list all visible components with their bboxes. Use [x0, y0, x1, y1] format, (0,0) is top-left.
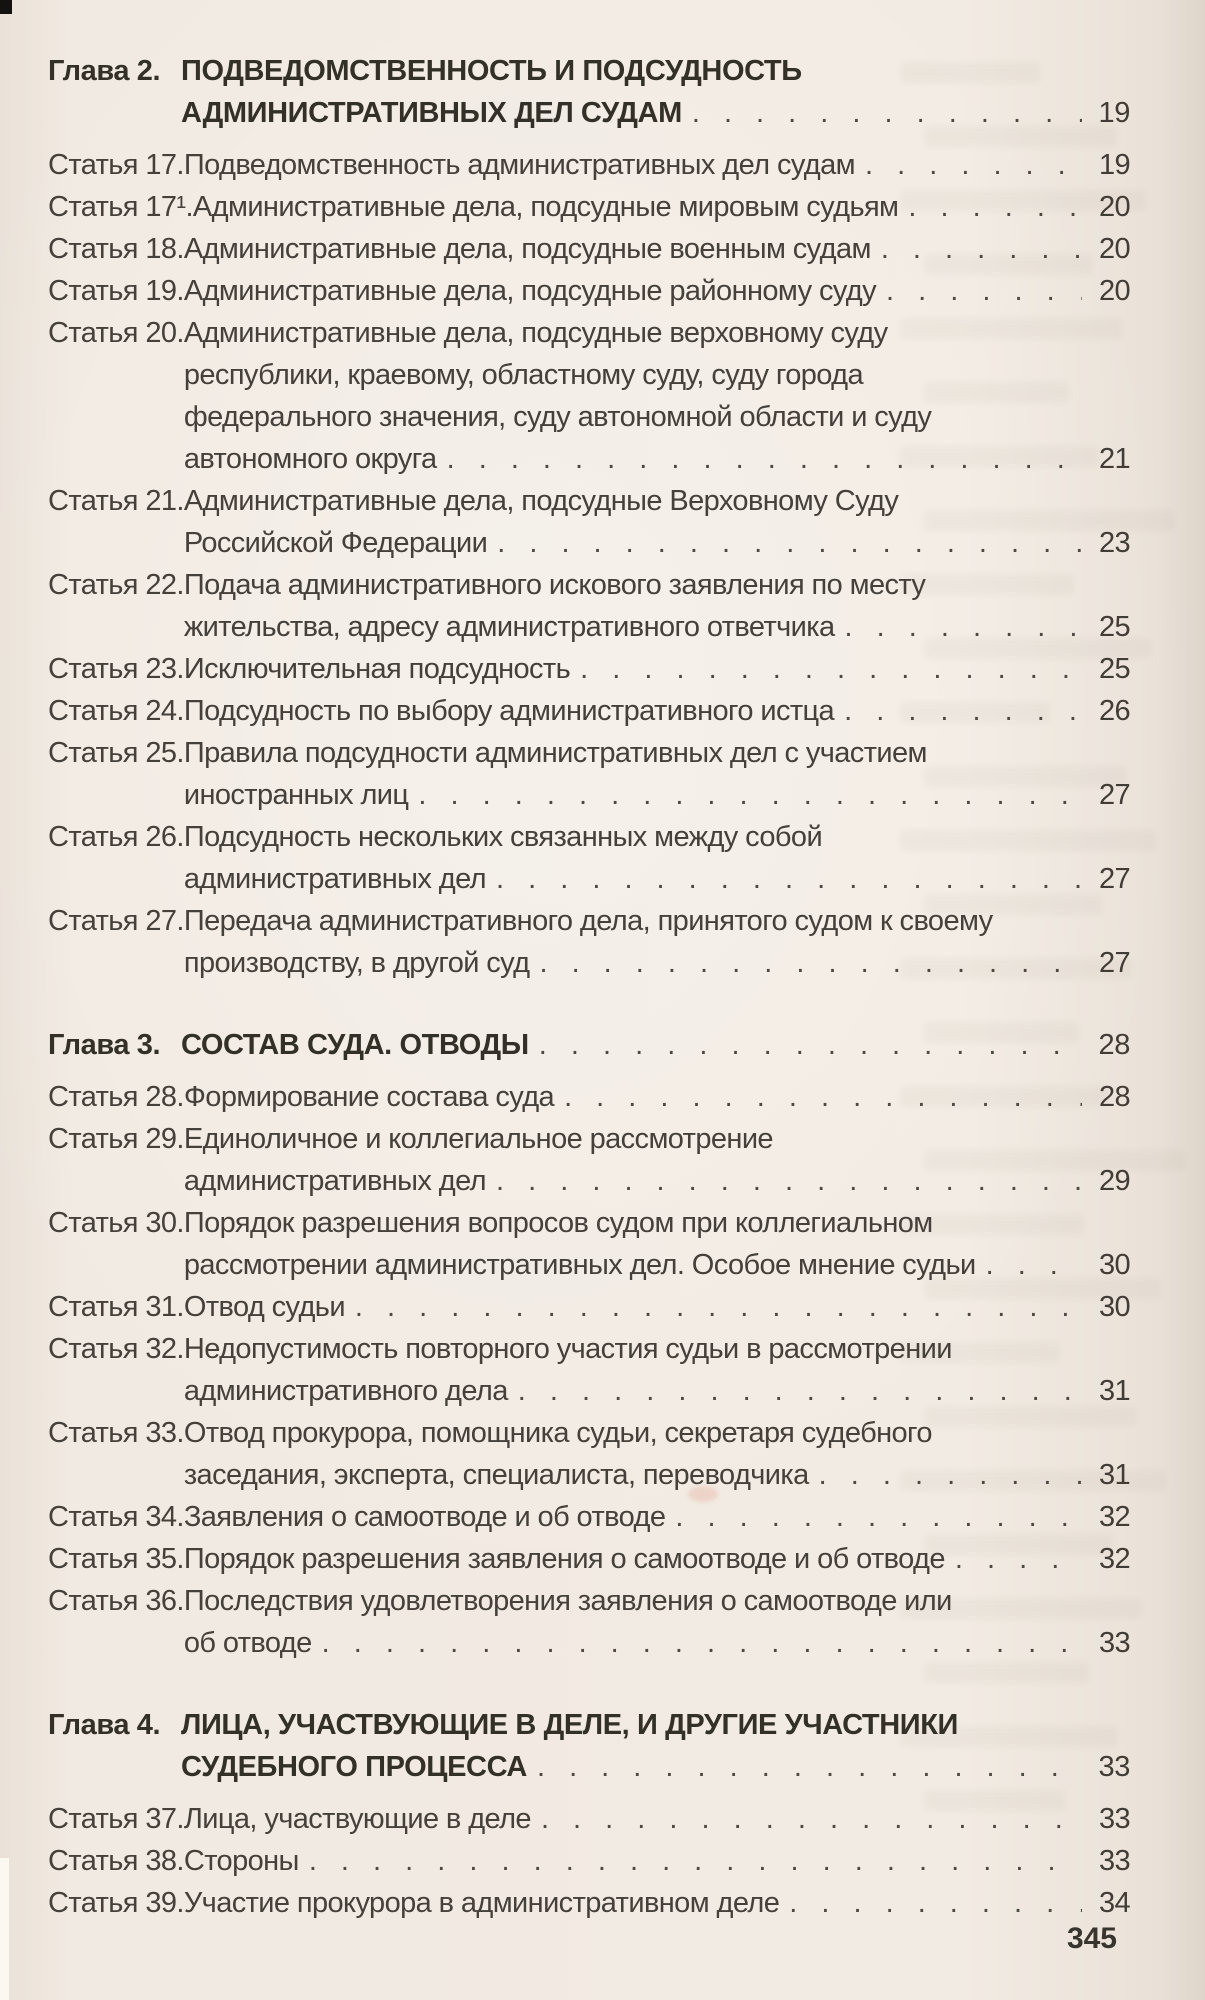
dot-leader: [539, 1024, 1082, 1066]
toc-entry-label: Статья 24.: [48, 695, 184, 727]
toc-entry-label: Глава 3.: [48, 1029, 161, 1061]
toc-entry-title-line: ПОДВЕДОМСТВЕННОСТЬ И ПОДСУДНОСТЬ: [181, 55, 802, 87]
toc-entry-title-line: Передача административного дела, принятого судом к своему: [183, 905, 993, 937]
toc-entry-title-line: [184, 1370, 1130, 1412]
toc-entry-label: Статья 25.: [48, 737, 184, 769]
toc-entry-article: [48, 1882, 1130, 1924]
toc-entry-title-text: рассмотрении административных дел. Особое мнение судьи: [183, 1249, 976, 1281]
toc-entry-title-text: заседания, эксперта, специалиста, переводчика: [183, 1459, 809, 1491]
dot-leader: [789, 1882, 1082, 1924]
toc-entry-article: [48, 1538, 1130, 1580]
toc-entry-body: [184, 1798, 1130, 1840]
toc-entry-page: 20: [1098, 191, 1130, 223]
toc-entry-body: [184, 1118, 1130, 1202]
scan-edge-artifact: [0, 1858, 9, 2000]
toc-entry-body: [184, 564, 1130, 648]
toc-entry-label: Статья 35.: [48, 1543, 184, 1575]
toc-entry-article: [48, 186, 1130, 228]
dot-leader: [908, 186, 1082, 228]
toc-entry-page: 21: [1098, 443, 1130, 475]
toc-entry-title-text: Российской Федерации: [183, 527, 488, 559]
toc-entry-label: Статья 23.: [48, 653, 184, 685]
toc-entry-page: 26: [1098, 695, 1130, 727]
toc-entry-title-line: [184, 1076, 1130, 1118]
toc-entry-article: [48, 270, 1130, 312]
toc-entry-title-text: АДМИНИСТРАТИВНЫХ ДЕЛ СУДАМ: [181, 97, 682, 129]
toc-entry-title-line: [184, 270, 1130, 312]
dot-leader: [845, 606, 1082, 648]
toc-entry-body: [181, 1704, 1130, 1788]
toc-entry-title-text: Лица, участвующие в деле: [183, 1803, 531, 1835]
toc-entry-page: 33: [1098, 1627, 1130, 1659]
toc-entry-label: Статья 19.: [48, 275, 184, 307]
toc-entry-page: 29: [1098, 1165, 1130, 1197]
toc-entry-body: [184, 1202, 1130, 1286]
toc-entry-page: 33: [1098, 1803, 1130, 1835]
dot-leader: [322, 1622, 1082, 1664]
toc-entry-label: Статья 39.: [48, 1887, 184, 1919]
toc-entry-article: [48, 1580, 1130, 1664]
toc-entry-title-line: [184, 1454, 1130, 1496]
toc-entry-body: [184, 690, 1130, 732]
toc-entry-body: [181, 50, 1130, 134]
dot-leader: [537, 1746, 1082, 1788]
toc-entry-article: [48, 228, 1130, 270]
dot-leader: [692, 92, 1082, 134]
toc-entry-label: Статья 18.: [48, 233, 184, 265]
toc-entry-title-text: Административные дела, подсудные военным судам: [183, 233, 871, 265]
toc-entry-label: Статья 33.: [48, 1417, 184, 1449]
toc-entry-title-line: Единоличное и коллегиальное рассмотрение: [183, 1123, 773, 1155]
toc-entry-title-line: Подача административного искового заявления по месту: [183, 569, 926, 601]
toc-entry-body: [184, 270, 1130, 312]
dot-leader: [865, 144, 1082, 186]
toc-entry-body: [184, 480, 1130, 564]
toc-entry-body: [184, 648, 1130, 690]
toc-entry-title-text: СОСТАВ СУДА. ОТВОДЫ: [181, 1029, 529, 1061]
toc-entry-title-line: [184, 1244, 1130, 1286]
toc-entry-title-text: производству, в другой суд: [183, 947, 530, 979]
toc-entry-page: 19: [1098, 149, 1130, 181]
dot-leader: [881, 228, 1082, 270]
dot-leader: [496, 858, 1082, 900]
toc-entry-title-line: [193, 186, 1130, 228]
toc-entry-label: Статья 22.: [48, 569, 184, 601]
toc-entry-body: [184, 1580, 1130, 1664]
toc-entry-label: Статья 32.: [48, 1333, 184, 1365]
toc-entry-title-line: [184, 144, 1130, 186]
toc-entry-title-text: жительства, адресу административного ответчика: [183, 611, 835, 643]
toc-entry-label: Статья 38.: [48, 1845, 184, 1877]
toc-entry-article: [48, 1496, 1130, 1538]
dot-leader: [497, 522, 1082, 564]
dot-leader: [496, 1160, 1082, 1202]
dot-leader: [844, 690, 1082, 732]
toc-entry-article: [48, 1118, 1130, 1202]
toc-entry-title-line: [184, 774, 1130, 816]
toc-entry-article: [48, 690, 1130, 732]
toc-entry-body: [184, 1840, 1130, 1882]
toc-entry-title-line: [184, 1160, 1130, 1202]
dot-leader: [955, 1538, 1082, 1580]
dot-leader: [886, 270, 1082, 312]
toc-entry-label: Статья 17¹.: [48, 191, 193, 223]
toc-entry-title-line: [184, 228, 1130, 270]
toc-entry-title-line: [184, 648, 1130, 690]
toc-entry-label: Статья 17.: [48, 149, 184, 181]
toc-entry-chapter: [48, 1704, 1130, 1788]
toc-entry-page: 25: [1098, 653, 1130, 685]
toc-entry-title-line: Административные дела, подсудные Верховному Суду: [183, 485, 899, 517]
toc-entry-body: [193, 186, 1130, 228]
toc-entry-page: 34: [1098, 1887, 1130, 1919]
toc-entry-article: [48, 1286, 1130, 1328]
toc-entry-title-line: [184, 942, 1130, 984]
toc-entry-body: [184, 1412, 1130, 1496]
toc-entry-page: 20: [1098, 233, 1130, 265]
dot-leader: [447, 438, 1082, 480]
toc-entry-body: [184, 1076, 1130, 1118]
toc-entry-title-line: [184, 1622, 1130, 1664]
toc-entry-title-line: [184, 690, 1130, 732]
toc-entry-title-text: Отвод судьи: [183, 1291, 345, 1323]
toc-entry-body: [184, 1496, 1130, 1538]
toc-entry-title-text: автономного округа: [183, 443, 437, 475]
toc-entry-title-line: [184, 606, 1130, 648]
toc-entry-body: [184, 816, 1130, 900]
toc-entry-title-text: об отводе: [183, 1627, 312, 1659]
toc-entry-article: [48, 1412, 1130, 1496]
toc-entry-body: [184, 1882, 1130, 1924]
dot-leader: [539, 942, 1082, 984]
toc-entry-body: [184, 312, 1130, 480]
toc-entry-label: Статья 20.: [48, 317, 184, 349]
toc-entry-title-text: Административные дела, подсудные мировым судьям: [192, 191, 899, 223]
toc-entry-article: [48, 1328, 1130, 1412]
toc-entry-article: [48, 144, 1130, 186]
toc-entry-body: [184, 1286, 1130, 1328]
dot-leader: [518, 1370, 1082, 1412]
toc-entry-title-line: [181, 1746, 1130, 1788]
toc-entry-title-text: Исключительная подсудность: [183, 653, 571, 685]
toc-entry-title-text: СУДЕБНОГО ПРОЦЕССА: [181, 1751, 527, 1783]
toc-entry-title-line: [184, 1496, 1130, 1538]
toc-entry-chapter: [48, 50, 1130, 134]
toc-entry-body: [181, 1024, 1130, 1066]
toc-entry-page: 27: [1098, 947, 1130, 979]
toc-entry-article: [48, 1076, 1130, 1118]
toc-entry-title-line: [181, 92, 1130, 134]
toc-entry-article: [48, 1798, 1130, 1840]
toc-entry-title-line: республики, краевому, областному суду, суду города: [183, 359, 863, 391]
toc-entry-label: Статья 27.: [48, 905, 184, 937]
dot-leader: [309, 1840, 1082, 1882]
toc-entry-title-line: [184, 438, 1130, 480]
toc-entry-article: [48, 816, 1130, 900]
toc-entry-label: Статья 37.: [48, 1803, 184, 1835]
toc-entry-page: 32: [1098, 1501, 1130, 1533]
toc-entry-title-text: Участие прокурора в административном деле: [183, 1887, 780, 1919]
toc-entry-page: 19: [1098, 97, 1130, 129]
toc-entry-title-line: ЛИЦА, УЧАСТВУЮЩИЕ В ДЕЛЕ, И ДРУГИЕ УЧАСТНИКИ: [181, 1709, 958, 1741]
toc-entry-body: [184, 144, 1130, 186]
toc-entry-article: [48, 1840, 1130, 1882]
toc-entry-body: [184, 1328, 1130, 1412]
toc-entry-page: 23: [1098, 527, 1130, 559]
toc-entry-page: 30: [1098, 1291, 1130, 1323]
toc-entry-label: Статья 28.: [48, 1081, 184, 1113]
toc-entry-article: [48, 900, 1130, 984]
toc-entry-label: Статья 31.: [48, 1291, 184, 1323]
dot-leader: [580, 648, 1082, 690]
toc-entry-title-line: [184, 1840, 1130, 1882]
toc-entry-label: Статья 30.: [48, 1207, 184, 1239]
toc-entry-title-text: Порядок разрешения заявления о самоотводе и об отводе: [183, 1543, 945, 1575]
toc-entry-article: [48, 564, 1130, 648]
toc-entry-page: 30: [1098, 1249, 1130, 1281]
page-number-folio: 345: [1066, 1922, 1117, 1955]
toc-entry-title-line: Правила подсудности административных дел с участием: [183, 737, 927, 769]
toc-entry-article: [48, 1202, 1130, 1286]
dot-leader: [819, 1454, 1082, 1496]
toc-entry-article: [48, 648, 1130, 690]
toc-entry-page: 33: [1098, 1845, 1130, 1877]
toc-entry-body: [184, 1538, 1130, 1580]
toc-entry-page: 20: [1098, 275, 1130, 307]
toc-entry-page: 31: [1098, 1375, 1130, 1407]
toc-entry-page: 27: [1098, 779, 1130, 811]
toc-entry-title-text: Стороны: [183, 1845, 299, 1877]
toc-entry-title-line: Недопустимость повторного участия судьи в рассмотрении: [183, 1333, 952, 1365]
dot-leader: [986, 1244, 1082, 1286]
toc-entry-page: 28: [1098, 1029, 1130, 1061]
dot-leader: [355, 1286, 1082, 1328]
toc-entry-page: 33: [1098, 1751, 1130, 1783]
scan-corner-artifact: [0, 0, 12, 14]
toc-entry-title-line: [184, 522, 1130, 564]
dot-leader: [564, 1076, 1082, 1118]
toc-entry-page: 28: [1098, 1081, 1130, 1113]
toc-entry-title-text: Административные дела, подсудные районному суду: [183, 275, 877, 307]
toc-entry-title-line: [181, 1024, 1130, 1066]
toc-entry-title-line: Административные дела, подсудные верховному суду: [183, 317, 888, 349]
toc-entry-label: Статья 26.: [48, 821, 184, 853]
toc-entry-body: [184, 732, 1130, 816]
toc-entry-label: Статья 21.: [48, 485, 184, 517]
toc-entry-article: [48, 480, 1130, 564]
toc-entry-article: [48, 732, 1130, 816]
toc-entry-label: Статья 34.: [48, 1501, 184, 1533]
toc-entry-title-text: административных дел: [183, 863, 486, 895]
dot-leader: [541, 1798, 1082, 1840]
toc-entry-label: Статья 29.: [48, 1123, 184, 1155]
toc-entry-title-line: [184, 1798, 1130, 1840]
toc-entry-title-text: Подсудность по выбору административного истца: [183, 695, 835, 727]
toc-entry-page: 31: [1098, 1459, 1130, 1491]
toc-entry-title-line: Порядок разрешения вопросов судом при коллегиальном: [183, 1207, 933, 1239]
toc-entry-body: [184, 900, 1130, 984]
toc-entry-title-line: [184, 1882, 1130, 1924]
toc-entry-title-line: [184, 1286, 1130, 1328]
toc-entry-title-line: [184, 858, 1130, 900]
toc-entry-title-text: Формирование состава суда: [183, 1081, 555, 1113]
toc-entry-page: 25: [1098, 611, 1130, 643]
toc-entry-title-text: административных дел: [183, 1165, 486, 1197]
toc-entry-body: [184, 228, 1130, 270]
toc-entry-title-line: [184, 1538, 1130, 1580]
toc-entry-title-text: Заявления о самоотводе и об отводе: [183, 1501, 666, 1533]
toc-entry-title-text: административного дела: [183, 1375, 508, 1407]
toc-entry-label: Глава 4.: [48, 1709, 161, 1741]
toc-entry-title-text: иностранных лиц: [183, 779, 409, 811]
toc-entry-page: 27: [1098, 863, 1130, 895]
toc-entry-title-text: Подведомственность административных дел судам: [183, 149, 855, 181]
toc-entry-article: [48, 312, 1130, 480]
toc-entry-title-line: федерального значения, суду автономной области и суду: [183, 401, 932, 433]
toc-entry-title-line: Последствия удовлетворения заявления о самоотводе или: [183, 1585, 952, 1617]
toc-entry-page: 32: [1098, 1543, 1130, 1575]
dot-leader: [675, 1496, 1082, 1538]
toc-entry-title-line: Отвод прокурора, помощника судьи, секретаря судебного: [183, 1417, 932, 1449]
toc-entry-label: Глава 2.: [48, 55, 161, 87]
toc-entry-chapter: [48, 1024, 1130, 1066]
dot-leader: [418, 774, 1082, 816]
toc-entry-title-line: Подсудность нескольких связанных между собой: [183, 821, 823, 853]
toc-entry-label: Статья 36.: [48, 1585, 184, 1617]
